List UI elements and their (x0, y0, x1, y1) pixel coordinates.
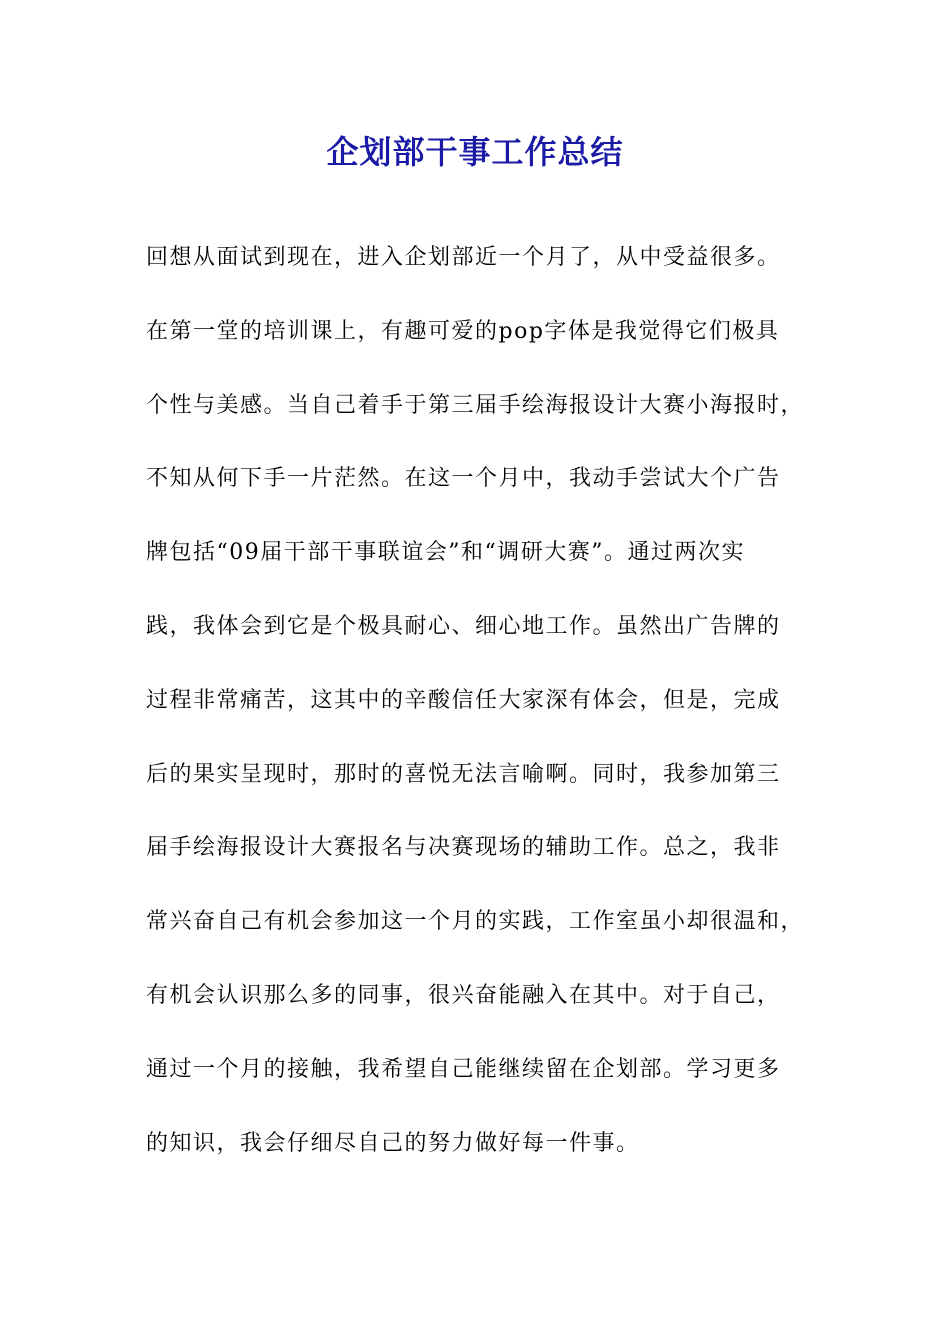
body-line: 通过一个月的接触，我希望自己能继续留在企划部。学习更多 (146, 1056, 781, 1082)
body-line: 后的果实呈现时，那时的喜悦无法言喻啊。同时，我参加第三 (146, 761, 781, 787)
body-line: 牌包括“09届干部干事联谊会”和“调研大赛”。通过两次实 (146, 540, 745, 566)
body-line: 常兴奋自己有机会参加这一个月的实践，工作室虽小却很温和， (146, 909, 805, 935)
body-line: 的知识，我会仔细尽自己的努力做好每一件事。 (146, 1130, 640, 1156)
body-line: 个性与美感。当自己着手于第三届手绘海报设计大赛小海报时， (146, 392, 805, 418)
body-line: 过程非常痛苦，这其中的辛酸信任大家深有体会，但是，完成 (146, 687, 781, 713)
body-line: 不知从何下手一片茫然。在这一个月中，我动手尝试大个广告 (146, 466, 781, 492)
body-line: 回想从面试到现在，进入企划部近一个月了，从中受益很多。 (146, 245, 781, 270)
body-line: 践，我体会到它是个极具耐心、细心地工作。虽然出广告牌的 (146, 613, 781, 639)
body-line: 有机会认识那么多的同事，很兴奋能融入在其中。对于自己， (146, 982, 781, 1008)
body-line: 届手绘海报设计大赛报名与决赛现场的辅助工作。总之，我非 (146, 835, 781, 861)
document-body (146, 240, 816, 1199)
body-line: 在第一堂的培训课上，有趣可爱的pop字体是我觉得它们极具 (146, 318, 780, 344)
document-title: 企划部干事工作总结 (326, 133, 624, 171)
